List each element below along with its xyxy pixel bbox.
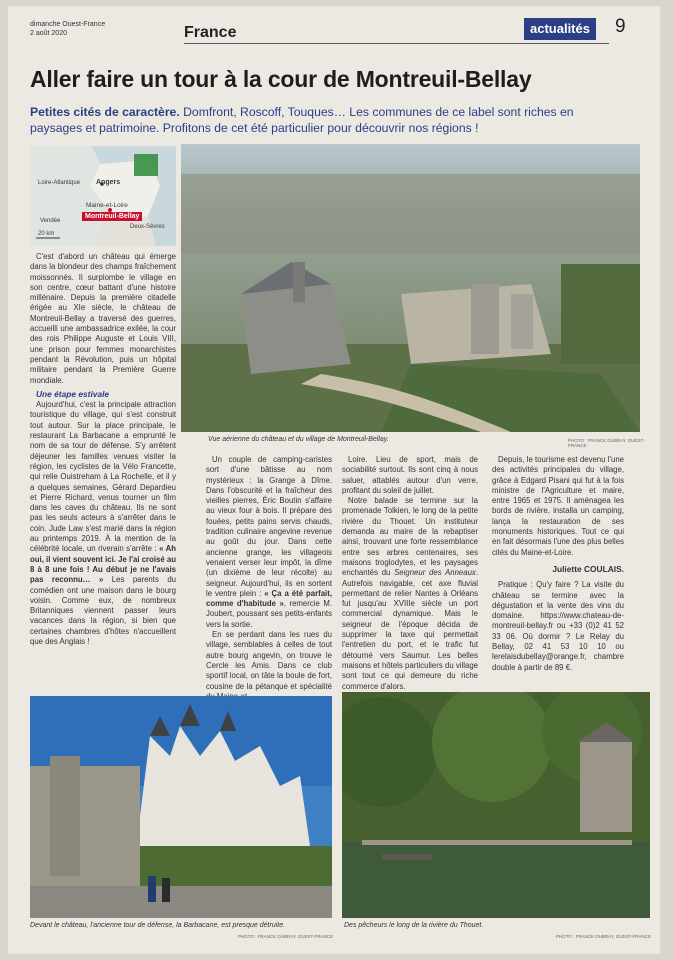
- header-divider: [184, 43, 609, 44]
- map-region-label: Deux-Sèvres: [130, 224, 165, 230]
- paragraph: Loire. Lieu de sport, mais de sociabilité surtout. Ils sont cinq à nous saluer, attablés autour d'un verre, profitant du soleil de juillet.: [342, 455, 478, 495]
- river-credit: PHOTO : FRANCK DUBRAY, OUEST-FRANCE: [556, 934, 652, 939]
- aerial-photo: [181, 144, 640, 432]
- subheading: Une étape estivale: [36, 388, 110, 399]
- barbacane-credit: PHOTO : FRANCK DUBRAY, OUEST-FRANCE: [238, 934, 334, 939]
- pull-quote: « Ça a été parfait, comme d'habitude »: [206, 588, 332, 609]
- map-department-label: Maine-et-Loire: [86, 202, 128, 209]
- paragraph-text: Un couple de camping-caristes sort d'une bâtisse au nom mystérieux : la Grange à Dîme. Dans l'obscurité et la fraîcheur des vieilles pierres, Éric Boutin s'affaire au vieux four à bois. Il prépare des fouées, petits pains servis chauds, tradition culinaire angevine revenue au goût du jour. Dans cette ancienne grange, les villageois venaient verser leur impôt, la dîme (un dixième de leur récolte) au seigneur. Aujourd'hui, ils en sortent le ventre plein :: [206, 455, 332, 598]
- section-title: France: [184, 24, 237, 41]
- header-date-value: 2 août 2020: [30, 30, 67, 37]
- standfirst-text: Domfront, Roscoff, Touques… Les communes de ce label sont riches en paysages et patrimoine. Profitons de cet été particulier pour découvrir nos régions !: [30, 105, 574, 135]
- paragraph: Depuis, le tourisme est devenu l'une des activités principales du village, grâce à Edgard Pisani qui fut à la fois ministre de l'Agriculture et maire, entre 1965 et 1975. Il aménagea les bords de rivière, installa un camping, lança la restauration de ses monuments historiques. Tout ce qui en fait désormais l'une des plus belles cités du Maine-et-Loire.: [492, 455, 624, 557]
- pull-quote: « Ah oui, il vient souvent ici. Je l'ai croisé au 8 à 8 une fois ! Au début je ne l'avais pas reconnu… »: [30, 544, 177, 585]
- map-city-montreuil-bellay: Montreuil-Bellay: [82, 212, 142, 221]
- article-column-4: [492, 455, 624, 673]
- article-standfirst: [30, 105, 626, 136]
- map-scale: 20 km: [38, 231, 55, 237]
- newspaper-page: [8, 6, 660, 954]
- paragraph-text: Notre balade se termine sur la promenade Tolkien, le long de la petite rivière du Thouet. Un instituteur demanda au maire de la rebaptiser ainsi, trouvant une forte ressemblance entre ses arbres centenaires, ses maisons troglodytes, et les paysages enchantés du: [342, 496, 478, 578]
- practical-info: Pratique : Qu'y faire ? La visite du château se termine avec la dégustation et la vente des vins du domaine. https://www.chateau-de-montreuil-bellay.fr ou +33 (0)2 41 52 33 06. Où dormir ? Le Relay du Bellay, 02 41 53 10 10 ou lerelaisdubellay@orange.fr, chambre double à partir de 89 €.: [492, 580, 624, 672]
- barbacane-caption: Devant le château, l'ancienne tour de défense, la Barbacane, est presque détruite.: [30, 922, 286, 929]
- article-author: Juliette COULAIS.: [552, 563, 624, 574]
- header-date: [30, 20, 105, 38]
- paragraph: C'est d'abord un château qui émerge dans la blondeur des champs fraîchement moissonnés. Il surplombe le village en son centre, cœur battant d'une histoire millénaire. Depuis la première citadelle érigée au XIe siècle, le château de Montreuil-Bellay a traversé des guerres, accueilli une ambassadrice exilée, la cour des rois Philippe Auguste et Louis VIII, une prison pour femmes monarchistes pendant la Révolution, puis un hôpital militaire pendant la Première Guerre mondiale.: [30, 252, 176, 385]
- locator-map: [30, 146, 176, 246]
- paragraph: [206, 455, 332, 630]
- aerial-photo-image: [181, 144, 640, 432]
- paragraph: En se perdant dans les rues du village, semblables à celles de tout autre bourg angevin, on trouve le Cercle les Amis. Dans ce club sportif local, on tâte la boule de fort, cousine de la pétanque et spécialité: [206, 630, 332, 691]
- book-title: Seigneur des Anneaux: [394, 568, 476, 578]
- paragraph-text: , remercie M. Joubert, poussant ses petits-enfants vers la sortie.: [206, 599, 332, 629]
- barbacane-photo: [30, 696, 332, 918]
- paragraph-text: Les parents du comédien ont une maison dans le bourg voisin. Comme eux, de nombreux Britanniques viennent passer leurs vacances dans la région, si bien que certaines chambres d'hôtes n'accueillent que des Anglais !: [30, 575, 176, 646]
- map-region-label: Loire-Atlantique: [38, 180, 81, 186]
- article-column-1: [30, 252, 176, 647]
- paragraph: [30, 400, 176, 647]
- barbacane-photo-image: [30, 696, 332, 918]
- aerial-caption: Vue aérienne du château et du village de Montreuil-Bellay.: [208, 436, 389, 443]
- paragraph-text: Aujourd'hui, c'est la principale attraction touristique du village, qui s'est construit tout autour. Sur la place principale, le restaurant La Barbacane a emprunté le nom de sa tour de défense. S'y arrêtent déjeuner les familles venues visiter la région, les cyclistes de la Vélo Francette, qui relie Ouistreham à La Rochelle, et il y a quelques semaines, Gérard Depardieu et Pierre Richard, venus tourner un film dans les caves du château. Ils ne sont pas les seuls acteurs à s'arrêter dans le coin. Jude Law s'est marié dans la région au printemps 2019. À la mention de la célébrité locale, un riverain s'arrête :: [30, 400, 176, 554]
- river-caption: Des pêcheurs le long de la rivière du Thouet.: [344, 922, 484, 929]
- river-photo: [342, 692, 650, 918]
- header-publication: dimanche Ouest-France: [30, 21, 106, 28]
- article-headline: Aller faire un tour à la cour de Montreuil-Bellay: [30, 66, 532, 92]
- map-region-label: Vendée: [40, 218, 61, 224]
- standfirst-kicker: Petites cités de caractère.: [30, 105, 180, 119]
- section-badge: actualités: [524, 18, 596, 40]
- paragraph-text: . Autrefois navigable, cet axe fluvial permettant de relier Nantes à Orléans fut jusqu'au XVIIIe siècle un port commercial dynamique. Mais le seigneur de l'époque décida de supprimer la taxe qui permettait l'entretien du port, et le trafic fut détourné vers Saumur. Les belles maisons et hôtels particuliers du village sont tout ce qui demeure du riche commerce d'alors.: [342, 568, 478, 691]
- page-number: 9: [615, 16, 626, 37]
- map-city-angers: Angers: [96, 179, 121, 186]
- aerial-credit: PHOTO : FRANCK DUBRAY, OUEST-FRANCE: [568, 438, 645, 448]
- paragraph: [342, 496, 478, 692]
- article-column-2: [206, 455, 332, 702]
- river-photo-image: [342, 692, 650, 918]
- article-column-3: [342, 455, 478, 692]
